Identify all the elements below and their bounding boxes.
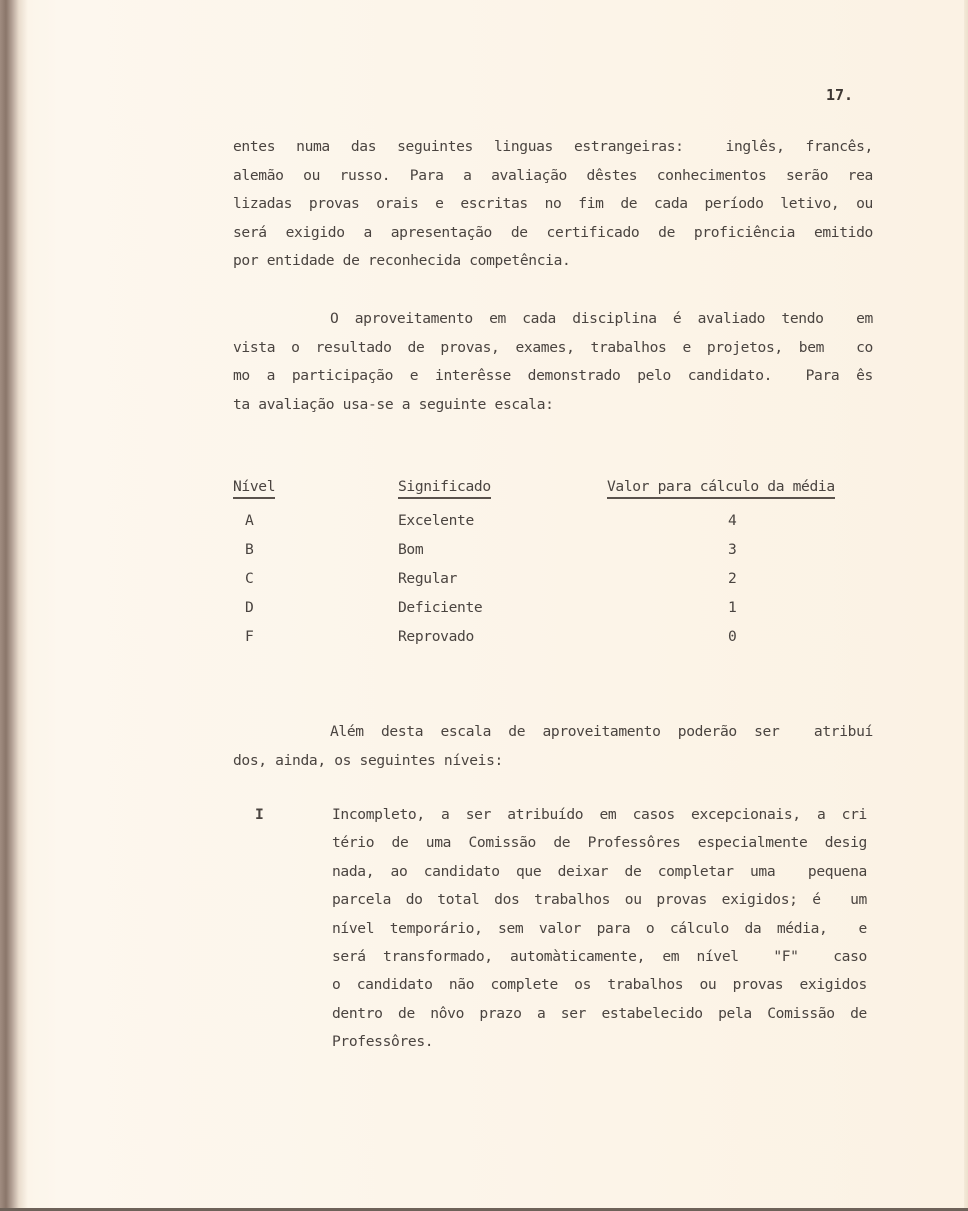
grade-scale-table — [233, 478, 873, 657]
paragraph-additional-levels — [233, 718, 873, 775]
text-line: mo a participação e interêsse demonstrado pelo candidato. Para ês — [233, 367, 873, 385]
text-line: Além desta escala de aproveitamento poderão ser atribuí — [330, 723, 873, 740]
meaning-cell: Regular — [398, 570, 458, 587]
meaning-cell: Excelente — [398, 512, 474, 529]
value-cell: 1 — [728, 599, 737, 616]
table-row — [233, 541, 873, 570]
text-line: ta avaliação usa-se a seguinte escala: — [233, 395, 554, 413]
text-line: alemão ou russo. Para a avaliação dêstes conhecimentos serão rea — [233, 166, 873, 184]
text-line: parcela do total dos trabalhos ou provas exigidos; é um — [332, 891, 867, 909]
text-line: vista o resultado de provas, exames, trabalhos e projetos, bem co — [233, 338, 873, 356]
table-row — [233, 570, 873, 599]
text-line: nada, ao candidato que deixar de completar uma pequena — [332, 862, 867, 880]
text-line: o candidato não complete os trabalhos ou provas exigidos — [332, 976, 867, 994]
text-line: será transformado, automàticamente, em nível "F" caso — [332, 948, 867, 966]
level-description — [332, 801, 867, 1057]
level-cell: A — [245, 512, 254, 529]
level-cell: C — [245, 570, 254, 587]
header-meaning: Significado — [398, 478, 491, 499]
text-line: dentro de nôvo prazo a ser estabelecido pela Comissão de — [332, 1004, 867, 1022]
header-value: Valor para cálculo da média — [607, 478, 835, 499]
meaning-cell: Deficiente — [398, 599, 483, 616]
text-line: tério de uma Comissão de Professôres especialmente desig — [332, 834, 867, 852]
text-line: será exigido a apresentação de certificado de proficiência emitido — [233, 223, 873, 241]
page-right-edge — [964, 0, 968, 1211]
table-header — [233, 478, 873, 512]
value-cell: 0 — [728, 628, 737, 645]
value-cell: 4 — [728, 512, 737, 529]
text-line: entes numa das seguintes linguas estrangeiras: inglês, francês, — [233, 138, 873, 155]
header-level: Nível — [233, 478, 275, 499]
meaning-cell: Bom — [398, 541, 424, 558]
page-number: 17. — [826, 86, 854, 104]
table-row — [233, 599, 873, 628]
text-line: lizadas provas orais e escritas no fim de cada período letivo, ou — [233, 195, 873, 213]
value-cell: 3 — [728, 541, 737, 558]
table-body — [233, 512, 873, 657]
table-row — [233, 512, 873, 541]
text-line: dos, ainda, os seguintes níveis: — [233, 751, 503, 769]
text-line: Incompleto, a ser atribuído em casos excepcionais, a cri — [332, 806, 867, 823]
level-marker: I — [255, 806, 264, 823]
level-cell: B — [245, 541, 254, 558]
paragraph-evaluation — [233, 305, 873, 419]
value-cell: 2 — [728, 570, 737, 587]
text-line: Professôres. — [332, 1033, 434, 1051]
text-line: O aproveitamento em cada disciplina é avaliado tendo em — [330, 310, 873, 327]
table-row — [233, 628, 873, 657]
level-cell: F — [245, 628, 254, 645]
text-line: nível temporário, sem valor para o cálculo da média, e — [332, 919, 867, 937]
level-cell: D — [245, 599, 254, 616]
text-line: por entidade de reconhecida competência. — [233, 252, 571, 270]
paragraph-language-requirement — [233, 133, 873, 276]
meaning-cell: Reprovado — [398, 628, 474, 645]
